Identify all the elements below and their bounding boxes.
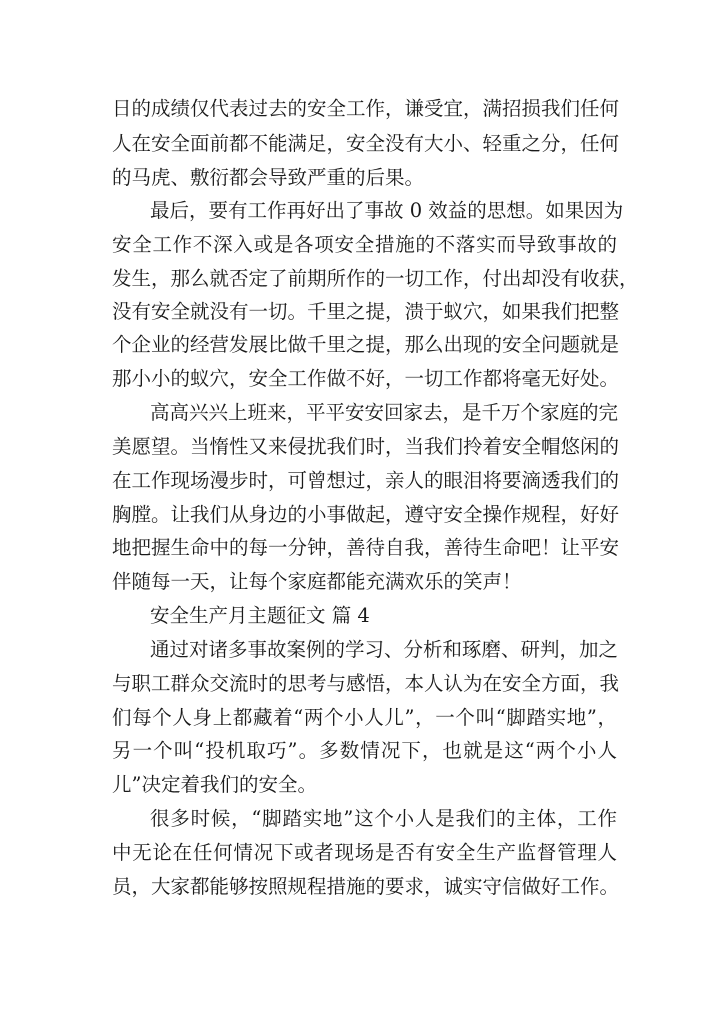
text-line: 儿”决定着我们的安全。 bbox=[112, 773, 317, 796]
text-line: 发生，那么就否定了前期所作的一切工作，付出却没有收获， bbox=[112, 267, 639, 290]
text-line: 最后，要有工作再好出了事故 0 效益的思想。如果因为 bbox=[150, 199, 624, 222]
text-line: 与职工群众交流时的思考与感悟，本人认为在安全方面，我 bbox=[112, 672, 620, 695]
text-line: 日的成绩仅代表过去的安全工作，谦受宜，满招损我们任何 bbox=[112, 97, 620, 120]
text-line: 高高兴兴上班来，平平安安回家去，是千万个家庭的完 bbox=[150, 401, 619, 424]
text-line: 胸膛。让我们从身边的小事做起，遵守安全操作规程，好好 bbox=[112, 503, 620, 526]
text-line: 员，大家都能够按照规程措施的要求，诚实守信做好工作。 bbox=[112, 875, 620, 898]
text-line: 在工作现场漫步时，可曾想过，亲人的眼泪将要滴透我们的 bbox=[112, 469, 620, 492]
text-line: 中无论在任何情况下或者现场是否有安全生产监督管理人 bbox=[112, 841, 617, 864]
section-heading: 安全生产月主题征文 篇 4 bbox=[150, 604, 370, 627]
text-line: 安全工作不深入或是各项安全措施的不落实而导致事故的 bbox=[112, 233, 617, 256]
text-line: 很多时候，“脚踏实地”这个小人是我们的主体，工作 bbox=[150, 807, 617, 830]
text-line: 没有安全就没有一切。千里之提，溃于蚁穴，如果我们把整 bbox=[112, 300, 620, 323]
text-line: 地把握生命中的每一分钟，善待自我，善待生命吧！让平安 bbox=[112, 536, 620, 559]
text-line: 通过对诸多事故案例的学习、分析和琢磨、研判，加之 bbox=[150, 638, 619, 661]
text-line: 那小小的蚁穴，安全工作做不好，一切工作都将毫无好处。 bbox=[112, 367, 620, 390]
text-line: 另一个叫“投机取巧”。多数情况下，也就是这“两个小人 bbox=[112, 739, 617, 762]
text-line: 个企业的经营发展比做千里之提，那么出现的安全问题就是 bbox=[112, 333, 620, 356]
text-line: 们每个人身上都藏着“两个小人儿”，一个叫“脚踏实地”， bbox=[112, 706, 617, 729]
text-line: 人在安全面前都不能满足，安全没有大小、轻重之分，任何 bbox=[112, 132, 620, 155]
text-line: 伴随每一天，让每个家庭都能充满欢乐的笑声！ bbox=[112, 570, 522, 593]
text-line: 美愿望。当惰性又来侵扰我们时，当我们拎着安全帽悠闲的 bbox=[112, 435, 620, 458]
text-line: 的马虎、敷衍都会导致严重的后果。 bbox=[112, 166, 425, 189]
